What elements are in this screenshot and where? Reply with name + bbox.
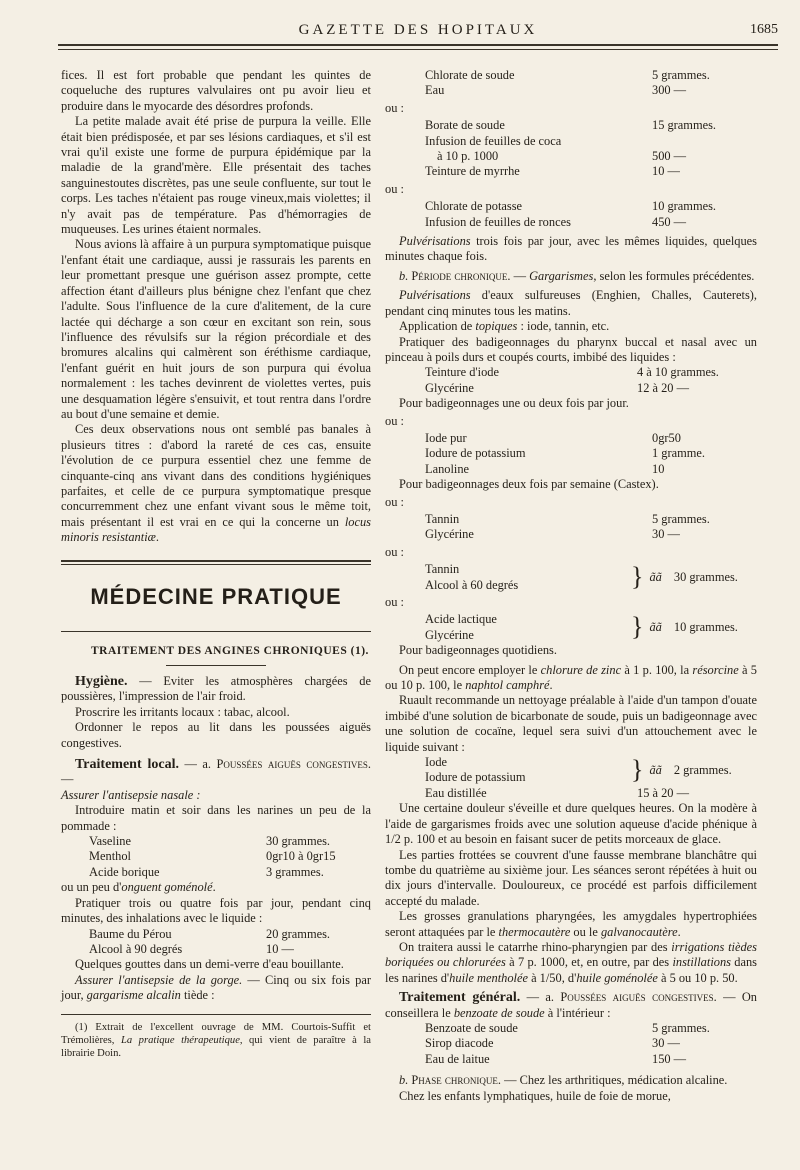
prescription-line — [425, 68, 757, 83]
text-run: — Cinq ou six fois par jour, — [61, 972, 371, 1003]
quantity: 300 — — [652, 83, 687, 98]
prescription-group — [425, 562, 757, 593]
alternative-label: ou : — [385, 595, 404, 609]
prescription-line — [425, 462, 757, 477]
paragraph: Pour badigeonnages une ou deux fois par jour. — [399, 396, 629, 411]
quantity: 3 grammes. — [266, 864, 324, 879]
prescription-group — [425, 612, 757, 643]
quantity: 30 — — [652, 1036, 680, 1051]
prescription-group — [425, 755, 757, 786]
paragraph: Pour badigeonnages deux fois par semaine (Castex). — [399, 477, 659, 492]
text-run: à l'intérieur : — [544, 1005, 611, 1020]
prescription-line — [425, 365, 757, 380]
ingredient-group — [425, 562, 625, 593]
quantity: 450 — — [652, 214, 687, 229]
section-title-rule — [61, 631, 371, 632]
prescription-line — [89, 849, 371, 864]
brace: } — [631, 755, 644, 785]
paragraph — [385, 1073, 757, 1088]
prescription-line — [425, 512, 757, 527]
section-rule — [61, 560, 371, 562]
paragraph: Chez les enfants lymphatiques, huile de foie de morue, — [399, 1088, 671, 1103]
prescription-line — [425, 1036, 757, 1051]
text-run: . — [549, 678, 553, 693]
paragraph — [385, 319, 757, 334]
quantity — [652, 134, 757, 149]
text-run: trois fois par jour, avec les mêmes liquides, quelques minutes chaque fois. — [385, 234, 757, 264]
paragraph — [61, 973, 371, 1004]
paragraph: Assurer l'antisepsie nasale : — [61, 787, 201, 802]
ingredient: Iode — [425, 755, 448, 770]
italic-run: huile mentholée — [449, 970, 528, 985]
text-run: Les grosses granulations pharyngées, les amygdales hypertrophiées seront attaquées par le — [385, 909, 757, 939]
header-rule-thin — [58, 49, 778, 50]
paragraph — [385, 234, 757, 265]
ingredient: Iode pur — [425, 430, 467, 445]
ingredient: Infusion de feuilles de ronces — [425, 214, 571, 229]
ingredient: Baume du Pérou — [89, 926, 172, 941]
text-run: . — [677, 924, 681, 939]
prescription-line — [425, 786, 757, 801]
prescription-line — [425, 381, 757, 396]
ingredient: Chlorate de potasse — [425, 199, 523, 214]
ingredient: Alcool à 60 degrés — [425, 577, 519, 592]
alternative-label: ou : — [385, 413, 404, 428]
text-run: On peut encore employer le — [399, 662, 541, 677]
journal-title: GAZETTE DES HOPITAUX — [298, 22, 538, 38]
paragraph: Pratiquer trois ou quatre fois par jour, pendant cinq minutes, des inhalations avec le liquide : — [61, 895, 371, 926]
paragraph: Quelques gouttes dans un demi-verre d'eau bouillante. — [75, 957, 344, 972]
ingredient: Glycérine — [425, 627, 474, 642]
ingredient: Teinture d'iode — [425, 365, 499, 380]
ingredient: Sirop diacode — [425, 1036, 494, 1051]
quantity: 30 grammes. — [266, 834, 331, 849]
ingredient: Tannin — [425, 562, 460, 577]
quantity: 30 — — [652, 527, 680, 542]
italic-run: b. — [399, 1073, 412, 1088]
ingredient: Vaseline — [89, 834, 131, 849]
ingredient: Eau distillée — [425, 785, 487, 800]
alternative-label: ou : — [385, 181, 404, 196]
prescription-line — [425, 1052, 757, 1067]
italic-run: irrigations tièdes boriquées ou chlorurées — [385, 939, 757, 970]
prescription-line — [89, 927, 371, 942]
ana-mark: ãã — [649, 762, 662, 777]
paragraph — [61, 422, 371, 545]
italic-run: benzoate de soude — [453, 1005, 545, 1020]
paragraph — [385, 909, 757, 940]
prescription-line — [425, 118, 757, 133]
italic-run: Pulvérisations — [399, 234, 471, 249]
text-run: — — [61, 772, 74, 787]
paragraph: Une certaine douleur s'éveille et dure quelques heures. On la modère à l'aide de gargarismes froids avec une solution aqueuse d'acide phénique à 1/2 p. 100 et au besoin en faisant sucer de petits morceaux de glace. — [385, 801, 757, 847]
quantity: 4 à 10 grammes. — [637, 365, 719, 380]
ingredient: Menthol — [89, 849, 131, 864]
ingredient-group — [425, 755, 625, 786]
subheading-rule — [166, 665, 266, 666]
prescription-line — [425, 527, 757, 542]
smallcaps-run: Poussées aiguës congestives. — [216, 757, 371, 772]
italic-run: galvanocautère — [600, 924, 678, 939]
quantity: 5 grammes. — [652, 511, 710, 526]
text-run: Application de — [399, 319, 476, 334]
prescription-line — [425, 83, 757, 98]
smallcaps-run: Phase chronique. — [411, 1073, 501, 1088]
alternative-label: ou : — [385, 494, 404, 509]
italic-run: gargarisme alcalin — [86, 988, 181, 1003]
text-run: à 5 ou 10 p. 100, le — [385, 662, 757, 693]
prescription-line — [425, 149, 757, 164]
quantity: 5 grammes. — [652, 68, 710, 82]
text-run: à 1 p. 100, la — [621, 662, 693, 677]
quantity: 12 à 20 — — [637, 380, 689, 395]
right-column — [385, 68, 757, 1104]
run-heading: Hygiène. — [75, 674, 128, 689]
text-run: ou un peu d' — [61, 880, 122, 895]
paragraph: Nous avions là affaire à un purpura symptomatique puisque l'enfant était une cardiaque, aussi je rassurais les parents en leur promettant presque une guérison assez prompte, cette affection étant d'ailleurs plus bénigne chez l'enfant que chez l'adulte. Sous l'influence de la cure d'alitement, de la cure lactée qui décharge a son cœur en excitant son rein, sous l'influence des révulsifs sur la région précordiale et des bromures alcalins qui calmèrent son éréthisme cardiaque, l'enfant guérit en huit jours de son purpura qui évolua normalement : les taches devinrent de violettes vertes, puis une desquamation légère s'ensuivit, et tout rentra dans l'ordre au bout d'une semaine et demie. — [61, 237, 371, 421]
paragraph: Proscrire les irritants locaux : tabac, alcool. — [75, 704, 290, 719]
ingredient: Lanoline — [425, 461, 470, 476]
text-run: — Eviter les atmosphères chargées de poussières, l'impression de l'air froid. — [61, 674, 371, 704]
footnote-rule — [61, 1014, 371, 1015]
prescription-line — [425, 199, 757, 214]
ingredient: Chlorate de soude — [425, 68, 515, 82]
ingredient: Benzoate de soude — [425, 1020, 518, 1035]
header-rule — [58, 44, 778, 46]
text-run: à 1/50, d' — [527, 970, 577, 985]
ingredient: Alcool à 90 degrés — [89, 941, 183, 956]
paragraph — [61, 674, 371, 705]
paragraph — [61, 880, 371, 895]
ingredient: Eau — [425, 83, 445, 98]
italic-run: b. — [399, 268, 412, 283]
text-run: ou le — [570, 924, 601, 939]
run-heading: Traitement général. — [399, 990, 521, 1006]
text-run: . — [155, 530, 160, 545]
italic-run: locus minoris resistantiæ — [61, 514, 371, 545]
text-run: Ces deux observations nous ont semblé pas banales à plusieurs titres : d'abord la rareté de ces cas, ensuite l'évolution de ce purpura essentiel chez une femme de cinquante-cinq ans vivant dans des conditions hygiéniques parfaites, et celle de ce purpura symptomatique presque concurremment chez une enfant vivant sous le même toit, mais présentant il est vrai en ce qui la concerne un — [61, 422, 371, 529]
italic-run: onguent goménolé — [121, 880, 213, 895]
quantity: 0gr10 à 0gr15 — [266, 849, 336, 864]
prescription-line — [425, 134, 757, 149]
text-run: à 7 p. 1000, et, en outre, par des — [505, 955, 673, 970]
ingredient: Glycérine — [425, 527, 474, 542]
ingredient: Borate de soude — [425, 118, 505, 133]
italic-run: huile goménolée — [576, 970, 658, 985]
quantity: 10 — — [652, 164, 680, 179]
quantity: 0gr50 — [652, 430, 681, 445]
text-run: : iode, tannin, etc. — [517, 319, 610, 334]
brace: } — [631, 612, 644, 642]
page-header — [58, 22, 778, 62]
section-rule-thin — [61, 564, 371, 565]
run-heading: Traitement local. — [75, 757, 179, 773]
text-run: dans les narines d' — [385, 955, 758, 985]
quantity: 15 grammes. — [652, 118, 717, 133]
alternative-label: ou : — [385, 544, 404, 559]
quantity: 500 — — [652, 149, 687, 164]
smallcaps-run: Période chronique. — [411, 268, 511, 283]
ingredient: Iodure de potassium — [425, 446, 526, 461]
ingredient: à 10 p. 1000 — [437, 149, 499, 164]
italic-run: Pulvérisations — [399, 288, 471, 303]
paragraph — [61, 757, 371, 788]
ana-mark: ãã — [649, 569, 662, 584]
text-run: , selon les formules précédentes. — [593, 268, 755, 283]
paragraph — [385, 288, 757, 319]
ingredient: Teinture de myrrhe — [425, 164, 520, 179]
ingredient: Tannin — [425, 511, 460, 526]
text-run: à 5 ou 10 p. 50. — [657, 970, 738, 985]
italic-run: La pratique thérapeutique — [120, 1034, 240, 1046]
quantity: 15 à 20 — — [637, 785, 689, 800]
text-run: d'eaux sulfureuses (Enghien, Challes, Cauterets), pendant cinq minutes tous les matins. — [385, 288, 757, 318]
quantity: 1 gramme. — [652, 446, 705, 461]
prescription-line — [425, 1021, 757, 1036]
ingredient: Glycérine — [425, 380, 474, 395]
italic-run: chlorure de zinc — [540, 662, 622, 677]
ingredient: Acide borique — [89, 864, 160, 879]
prescription-line — [89, 834, 371, 849]
quantity: 20 grammes. — [266, 926, 331, 941]
text-run: . — [212, 880, 216, 895]
quantity: 10 grammes. — [652, 199, 717, 214]
paragraph: fices. Il est fort probable que pendant les quintes de coqueluche des ruptures valvulaires ont pu avoir lieu et produire dans le myocarde des désordres profonds. — [61, 68, 371, 113]
section-title: MÉDECINE PRATIQUE — [90, 583, 342, 609]
prescription-line — [89, 942, 371, 957]
smallcaps-run: Poussées aiguës congestives. — [560, 990, 717, 1005]
prescription-line — [425, 446, 757, 461]
italic-run: Assurer l'antisepsie de la gorge. — [75, 972, 243, 987]
quantity: 30 grammes. — [673, 569, 738, 584]
paragraph: Pratiquer des badigeonnages du pharynx buccal et nasal avec un pinceau à poils durs et coupés courts, imbibé des liquides : — [385, 334, 757, 364]
paragraph: Pour badigeonnages quotidiens. — [399, 643, 557, 658]
ana-mark: ãã — [649, 620, 662, 635]
paragraph: Ruault recommande un nettoyage préalable à l'aide d'un tampon d'ouate imbibé d'une solution de bicarbonate de soude, puis un badigeonnage avec une solution de cocaïne, lequel sera suivi d'un attouchement avec le liquide suivant : — [385, 693, 757, 754]
subheading: TRAITEMENT DES ANGINES CHRONIQUES (1). — [91, 644, 369, 657]
paragraph: Ordonner le repos au lit dans les poussées aiguës congestives. — [61, 720, 371, 750]
footnote — [61, 1021, 371, 1060]
prescription-line — [425, 431, 757, 446]
text-run: , qui vient de paraître à la librairie Doin. — [61, 1034, 371, 1059]
text-run: — a. — [179, 757, 217, 772]
paragraph — [385, 269, 757, 284]
paragraph — [385, 990, 757, 1021]
ingredient: Iodure de potassium — [425, 770, 526, 785]
quantity: 5 grammes. — [652, 1020, 710, 1035]
quantity: 10 — [652, 461, 665, 476]
italic-run: thermocautère — [498, 924, 571, 939]
italic-run: instillations — [672, 955, 731, 970]
quantity: 150 — — [652, 1051, 687, 1066]
text-run: — a. — [520, 990, 561, 1005]
quantity: 10 — — [266, 941, 294, 956]
alternative-label: ou : — [385, 100, 404, 115]
ingredient: Infusion de feuilles de coca — [425, 133, 562, 148]
italic-run: topiques — [475, 319, 518, 334]
left-column — [61, 68, 371, 1060]
text-run: On traitera aussi le catarrhe rhino-pharyngien par des — [399, 939, 672, 954]
paragraph: Les parties frottées se couvrent d'une fausse membrane blanchâtre qui tombe du quatrième au sixième jour. Les séances seront répétées à huit ou dix jours d'intervalle. Douloureux, ce procédé est parfois difficilement accepté du malade. — [385, 847, 757, 908]
ingredient-group — [425, 612, 625, 643]
page-number: 1685 — [750, 22, 778, 37]
paragraph: La petite malade avait été prise de purpura la veille. Elle était bien prédisposée, et par ses lésions cardiaques, et s'il est vrai qu'il existe une forme de purpura épidémique par la maladie de la grand'mère. Elle présentait des taches sanguinestoutes discrètes, pas une seule confluente, sur tout le corps. Les taches n'étaient pas rouge vineux,mais violettes; il n'y avait pas de température. Pas d'hémorragies de muqueuses. Les urines étaient normales. — [61, 114, 371, 237]
text-run: (1) Extrait de l'excellent ouvrage de MM. Courtois-Suffit et Trémolières, — [61, 1021, 371, 1046]
italic-run: naphtol camphré — [465, 678, 550, 693]
prescription-line — [425, 215, 757, 230]
paragraph — [385, 663, 757, 694]
italic-run: résorcine — [692, 662, 739, 677]
ingredient: Eau de laitue — [425, 1051, 490, 1066]
paragraph — [385, 940, 757, 986]
paragraph: Introduire matin et soir dans les narines un peu de la pommade : — [61, 803, 371, 833]
italic-run: Gargarismes — [529, 268, 594, 283]
text-run: — — [510, 268, 530, 283]
text-run: — On conseillera le — [385, 990, 758, 1020]
quantity: 2 grammes. — [673, 762, 732, 777]
prescription-line — [425, 164, 757, 179]
quantity: 10 grammes. — [673, 620, 738, 635]
brace: } — [631, 562, 644, 592]
prescription-line — [89, 865, 371, 880]
text-run: — Chez les arthritiques, médication alcaline. — [500, 1073, 728, 1088]
text-run: tiède : — [180, 988, 215, 1003]
ingredient: Acide lactique — [425, 612, 497, 627]
